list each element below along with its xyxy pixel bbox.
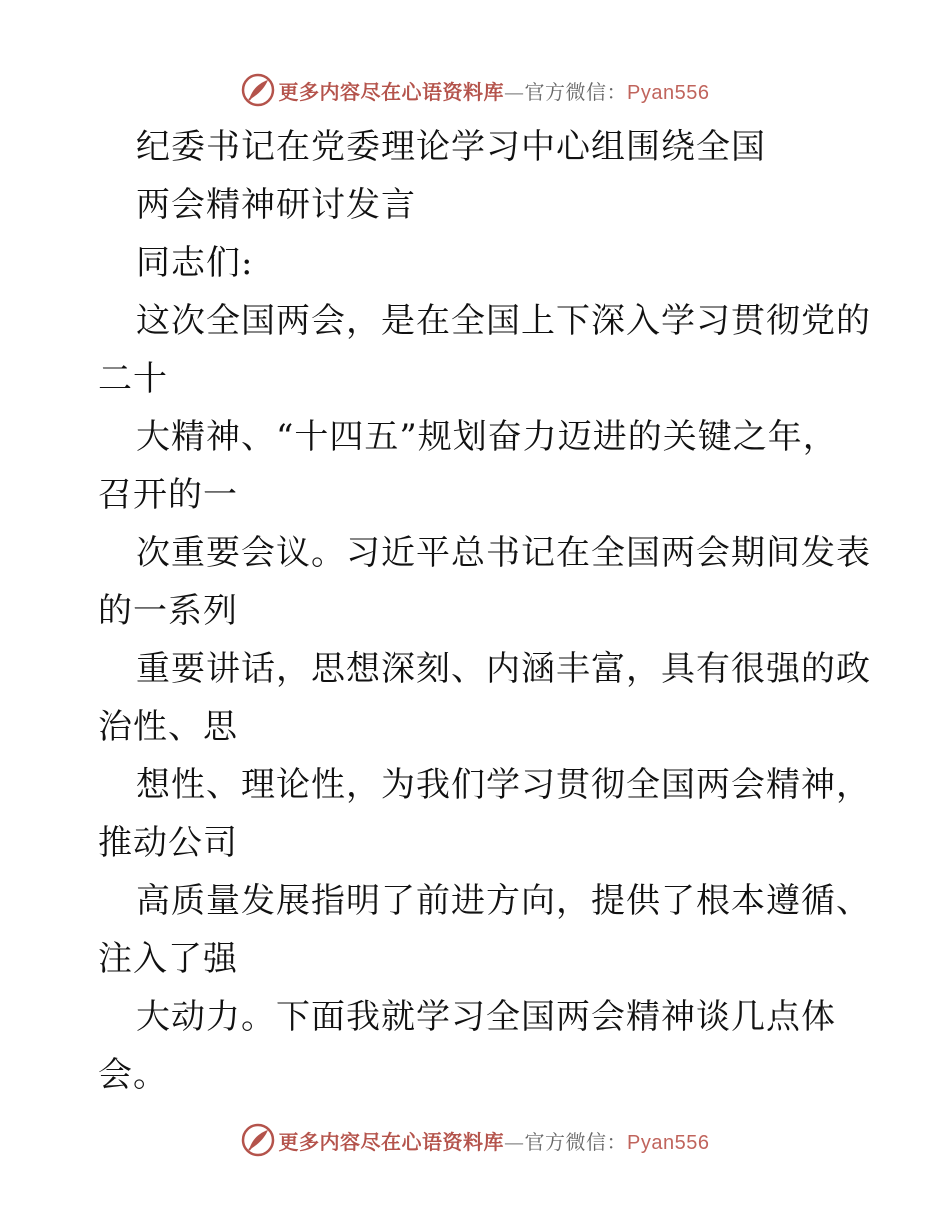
title-line: 两会精神研讨发言	[136, 185, 416, 225]
banner-text	[279, 1126, 710, 1155]
banner-wechat-id: Pyan556	[627, 81, 710, 104]
paragraph-line: 注入了强	[98, 939, 238, 979]
banner-dash: —	[504, 1129, 525, 1154]
salutation: 同志们:	[136, 243, 254, 283]
quill-logo-icon	[241, 1123, 275, 1157]
paragraph-line: 治性、思	[98, 707, 238, 747]
banner-dash: —	[504, 79, 525, 104]
banner-site-text: 更多内容尽在心语资料库	[278, 1129, 505, 1154]
paragraph-line: 这次全国两会，是在全国上下深入学习贯彻党的	[136, 301, 871, 341]
footer-banner	[0, 1120, 950, 1160]
quill-logo-icon	[241, 73, 275, 107]
paragraph-line: 的一系列	[98, 591, 238, 631]
title-line: 纪委书记在党委理论学习中心组围绕全国	[136, 127, 766, 167]
banner-wechat-label: 官方微信：	[524, 79, 628, 104]
paragraph-line: 想性、理论性，为我们学习贯彻全国两会精神，	[136, 765, 871, 805]
paragraph-line: 二十	[98, 359, 168, 399]
paragraph-line: 会。	[98, 1055, 168, 1095]
banner-wechat-label: 官方微信：	[524, 1129, 628, 1154]
paragraph-line: 推动公司	[98, 823, 238, 863]
header-banner	[0, 70, 950, 110]
banner-wechat-id: Pyan556	[627, 1131, 710, 1154]
paragraph-line: 次重要会议。习近平总书记在全国两会期间发表	[136, 533, 871, 573]
banner-text	[279, 76, 710, 105]
paragraph-line: 召开的一	[98, 475, 238, 515]
paragraph-line: 大动力。下面我就学习全国两会精神谈几点体	[136, 997, 836, 1037]
paragraph-line: 重要讲话，思想深刻、内涵丰富，具有很强的政	[136, 649, 871, 689]
paragraph-line: 高质量发展指明了前进方向，提供了根本遵循、	[136, 881, 871, 921]
banner-site-text: 更多内容尽在心语资料库	[278, 79, 505, 104]
paragraph-line: 大精神、“十四五”规划奋力迈进的关键之年，	[136, 417, 838, 457]
document-body	[98, 118, 871, 1104]
